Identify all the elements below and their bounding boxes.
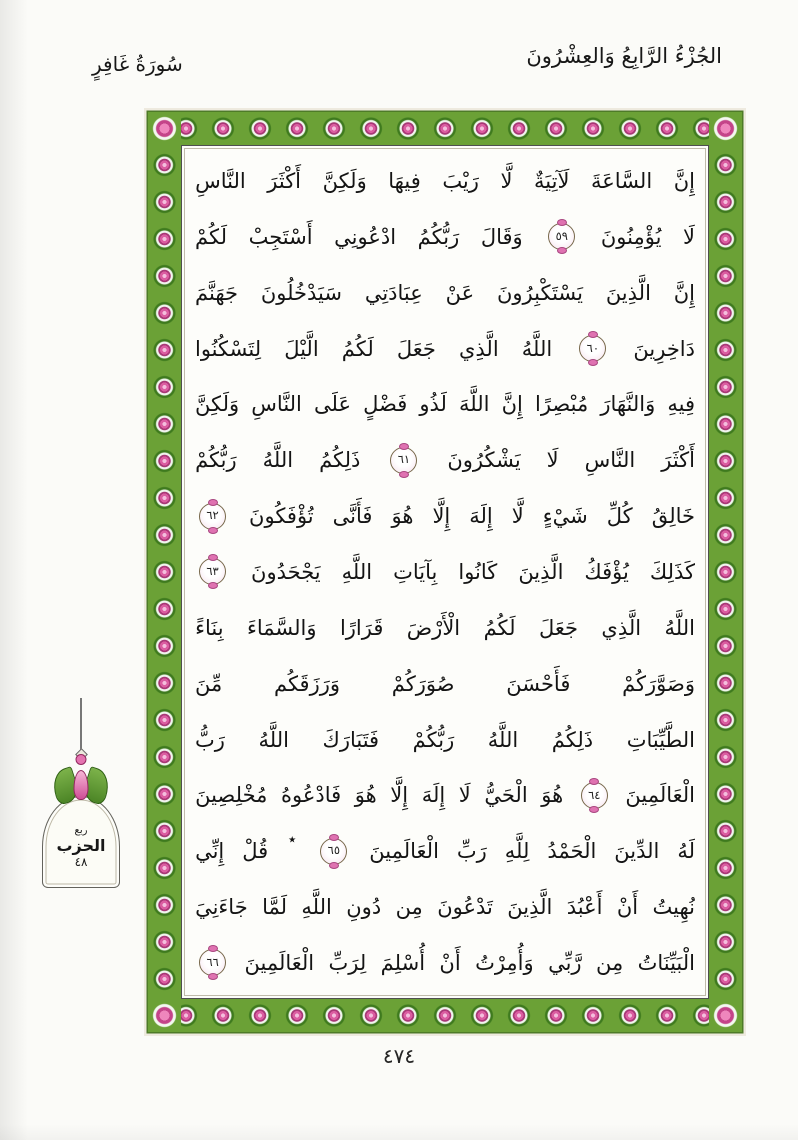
quran-word: مِّنَ	[195, 671, 223, 696]
quran-word: فَأَحْسَنَ	[506, 671, 571, 696]
verse-number: ٦٢	[206, 508, 219, 523]
quran-word: يَجْحَدُونَ	[251, 559, 321, 584]
quran-line	[195, 935, 695, 991]
border-floral-band-right	[709, 145, 742, 999]
quran-word: رَّبِّي	[548, 950, 582, 975]
quran-word: دَاخِرِينَ	[633, 336, 695, 361]
quran-word: لَهُ	[677, 839, 695, 864]
quran-word: أَعْبُدَ	[566, 895, 603, 920]
quran-line	[195, 879, 695, 935]
quran-word: إِنَّ	[673, 168, 695, 193]
text-panel	[181, 145, 709, 999]
quran-word: كَذَلِكَ	[649, 559, 695, 584]
quran-word: النَّاسِ	[251, 392, 302, 417]
quran-word: الَّيْلَ	[284, 336, 319, 361]
quran-word: رَبُّكُمْ	[195, 448, 237, 473]
quran-word: إِلَّا	[390, 783, 409, 808]
verse-number: ٥٩	[555, 229, 568, 244]
quran-word: لِلَّهِ	[504, 839, 530, 864]
page-bottom-shadow	[0, 1124, 798, 1140]
quran-word: إِنَّ	[501, 392, 523, 417]
hizb-marker-arch	[42, 796, 120, 888]
quran-word: دُونِ	[346, 895, 382, 920]
quran-word: الْحَمْدُ	[547, 839, 597, 864]
quran-word: الدِّينَ	[614, 839, 660, 864]
quran-line	[195, 209, 695, 265]
quran-word: مِن	[395, 895, 423, 920]
verse-end-marker	[199, 558, 226, 585]
quran-word: كَانُوا	[458, 559, 498, 584]
quran-word: إِلَهَ	[421, 783, 446, 808]
quran-word: وَالسَّمَاءَ	[246, 615, 317, 640]
quran-word: جَاءَنِيَ	[195, 895, 248, 920]
border-corner-flower	[709, 112, 742, 145]
hizb-quarter-label: ربع	[74, 824, 88, 836]
quran-word: وَلَكِنَّ	[195, 392, 240, 417]
quran-word: وَلَكِنَّ	[322, 168, 367, 193]
quran-word: الْبَيِّنَاتُ	[637, 950, 695, 975]
quran-word: تَدْعُونَ	[437, 895, 493, 920]
quran-word: فَتَبَارَكَ	[322, 727, 380, 752]
quran-line	[195, 376, 695, 432]
hizb-number: ٤٨	[74, 854, 88, 869]
verse-end-marker	[548, 223, 575, 250]
quran-word: فِيهَا	[388, 168, 421, 193]
quran-word: كُلِّ	[606, 504, 633, 529]
verse-number: ٦٦	[206, 955, 219, 970]
quran-word: ذَلِكُمُ	[551, 727, 594, 752]
quran-line	[195, 153, 695, 209]
quran-word: الْعَالَمِينَ	[625, 783, 695, 808]
quran-line	[195, 656, 695, 712]
flower-bud-icon	[74, 770, 89, 800]
hizb-label: الحزب	[56, 835, 106, 855]
quran-word: مُخْلِصِينَ	[195, 783, 268, 808]
quran-word: فَادْعُوهُ	[280, 783, 342, 808]
quran-line	[195, 488, 695, 544]
rub-el-hizb-star-icon: ٭	[288, 830, 297, 849]
quran-line	[195, 432, 695, 488]
quran-word: أَنْ	[439, 950, 461, 975]
quran-word: أُسْلِمَ	[380, 950, 426, 975]
quran-word: لَمَّا	[262, 895, 288, 920]
quran-word: قُلْ	[242, 839, 269, 864]
quran-word: إِنِّي	[195, 839, 225, 864]
quran-word: لَّا	[500, 168, 513, 193]
quran-word: مُبْصِرًا	[534, 392, 589, 417]
quran-word: أَكْثَرَ	[267, 168, 302, 193]
verse-end-marker	[320, 838, 347, 865]
verse-number: ٦٤	[588, 787, 601, 802]
quran-word: الَّذِينَ	[518, 559, 564, 584]
quran-word: جَعَلَ	[538, 615, 578, 640]
quran-line	[195, 600, 695, 656]
quran-word: إِنَّ	[673, 280, 695, 305]
quran-word: فَضْلٍ	[363, 392, 408, 417]
quran-word: اللَّهِ	[301, 895, 332, 920]
quran-word: وَأُمِرْتُ	[475, 950, 534, 975]
quran-word: لِتَسْكُنُوا	[195, 336, 262, 361]
quran-word: شَيْءٍ	[542, 504, 588, 529]
quran-line	[195, 712, 695, 768]
quran-word: هُوَ	[541, 783, 564, 808]
quran-word: بِنَاءً	[195, 615, 224, 640]
border-floral-band-left	[148, 145, 181, 999]
quran-word: الَّذِينَ	[605, 280, 651, 305]
quran-word: لَا	[683, 224, 695, 249]
quran-word: اللَّهَ	[459, 392, 490, 417]
quran-word: الطَّيِّبَاتِ	[626, 727, 695, 752]
quran-word: فَأَنَّى	[332, 504, 373, 529]
quran-word: وَالنَّهَارَ	[600, 392, 656, 417]
quran-word: اللَّهُ	[487, 727, 519, 752]
verse-end-marker	[581, 782, 608, 809]
quran-word: نُهِيتُ	[652, 895, 695, 920]
quran-word: إِلَّا	[432, 504, 451, 529]
quran-word: لِرَبِّ	[328, 950, 367, 975]
quran-word: اللَّهِ	[341, 559, 373, 584]
quran-word: ادْعُونِي	[334, 224, 397, 249]
verse-number: ٦٣	[206, 564, 219, 579]
quran-word: لَكُمُ	[483, 615, 516, 640]
quran-word: يَشْكُرُونَ	[447, 448, 521, 473]
quran-word: لَكُمُ	[341, 336, 374, 361]
page-edge-shadow	[0, 0, 28, 1140]
quran-word: لَّا	[511, 504, 524, 529]
quran-word: ذَلِكُمُ	[319, 448, 361, 473]
quran-word: سَيَدْخُلُونَ	[260, 280, 342, 305]
quran-word: الْحَيُّ	[484, 783, 528, 808]
quran-word: السَّاعَةَ	[591, 168, 653, 193]
border-floral-band-top	[148, 112, 742, 145]
quran-word: رَبُّ	[195, 727, 225, 752]
quran-word: الْأَرْضَ	[406, 615, 461, 640]
quran-word: وَصَوَّرَكُمْ	[622, 671, 695, 696]
quran-word: اللَّهُ	[521, 336, 553, 361]
verse-number: ٦١	[397, 452, 411, 467]
quran-word: الْعَالَمِينَ	[244, 950, 315, 975]
quran-word: لَكُمْ	[195, 224, 228, 249]
quran-word: رَيْبَ	[442, 168, 479, 193]
quran-word: عَلَى	[314, 392, 351, 417]
quran-word: النَّاسِ	[584, 448, 636, 473]
quran-word: عِبَادَتِي	[364, 280, 423, 305]
verse-number: ٦٠	[586, 340, 599, 355]
hizb-marker-floral-crown-icon	[48, 761, 114, 805]
quran-word: قَرَارًا	[339, 615, 384, 640]
quran-word: يَسْتَكْبِرُونَ	[496, 280, 583, 305]
flower-dot-icon	[76, 754, 87, 765]
quran-word: الَّذِي	[458, 336, 499, 361]
border-corner-flower	[148, 112, 181, 145]
quran-word: الْعَالَمِينَ	[369, 839, 439, 864]
quran-word: النَّاسِ	[195, 168, 246, 193]
quran-line	[195, 321, 695, 377]
quran-word: وَرَزَقَكُم	[273, 671, 341, 696]
verse-end-marker	[579, 335, 606, 362]
quran-word: مِن	[595, 950, 624, 975]
quran-word: يُؤْمِنُونَ	[600, 224, 662, 249]
quran-word: جَهَنَّمَ	[195, 280, 238, 305]
quran-word: لَآتِيَةٌ	[534, 168, 570, 193]
quran-word: اللَّهُ	[664, 615, 695, 640]
verse-number: ٦٥	[327, 843, 340, 858]
quran-word: هُوَ	[391, 504, 414, 529]
quran-word: جَعَلَ	[396, 336, 436, 361]
quran-word: أَنْ	[616, 895, 639, 920]
quran-word: أَسْتَجِبْ	[248, 224, 313, 249]
quran-word: إِلَهَ	[469, 504, 493, 529]
quran-word: فِيهِ	[667, 392, 695, 417]
quran-word: الَّذِي	[601, 615, 642, 640]
quran-word: اللَّهُ	[258, 727, 289, 752]
quran-word: صُوَرَكُمْ	[391, 671, 455, 696]
quran-word: رَبُّكُمُ	[417, 224, 460, 249]
page-number: ٤٧٤	[382, 1044, 416, 1068]
verse-end-marker	[199, 949, 226, 976]
verse-end-marker	[199, 503, 226, 530]
quran-word: لَذُو	[419, 392, 447, 417]
surah-header-label: سُورَةُ غَافِرٍ	[92, 52, 183, 76]
quran-word: اللَّهُ	[262, 448, 294, 473]
quran-word: يُؤْفَكُ	[584, 559, 629, 584]
hizb-marker-stem	[80, 698, 82, 752]
quran-word: خَالِقُ	[651, 504, 695, 529]
quran-word: لَا	[458, 783, 471, 808]
juz-header-label: الجُزْءُ الرَّابِعُ وَالعِشْرُونَ	[526, 44, 722, 68]
quran-line	[195, 265, 695, 321]
quran-line	[195, 767, 695, 823]
decorative-border-frame	[148, 112, 742, 1032]
quran-word: أَكْثَرَ	[661, 448, 695, 473]
verse-end-marker	[390, 447, 417, 474]
quran-line	[195, 823, 695, 879]
hizb-margin-marker	[40, 698, 122, 888]
border-corner-flower	[709, 999, 742, 1032]
quran-word: وَقَالَ	[480, 224, 523, 249]
border-floral-band-bottom	[148, 999, 742, 1032]
quran-word: رَبُّكُمْ	[412, 727, 455, 752]
quran-line	[195, 544, 695, 600]
quran-word: هُوَ	[354, 783, 377, 808]
quran-word: عَنْ	[445, 280, 475, 305]
quran-word: لَا	[546, 448, 559, 473]
quran-lines	[195, 153, 695, 991]
quran-word: بِآيَاتِ	[393, 559, 438, 584]
quran-word: تُؤْفَكُونَ	[249, 504, 314, 529]
border-corner-flower	[148, 999, 181, 1032]
quran-word: الَّذِينَ	[507, 895, 553, 920]
quran-word: رَبِّ	[456, 839, 487, 864]
